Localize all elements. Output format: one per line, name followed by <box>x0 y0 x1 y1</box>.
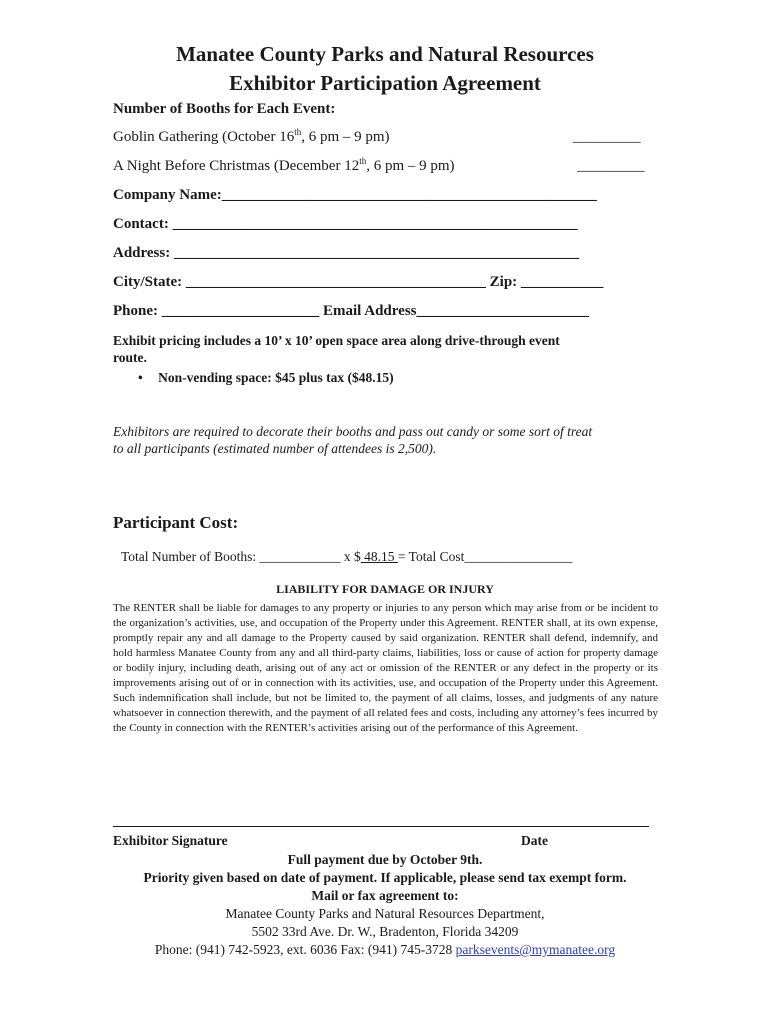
department-address: 5502 33rd Ave. Dr. W., Bradenton, Florida 34209 <box>251 924 519 939</box>
email-link[interactable]: parksevents@mymanatee.org <box>455 942 616 957</box>
event1-pre: Goblin Gathering (October 16 <box>113 129 295 145</box>
department-name: Manatee County Parks and Natural Resources Department, <box>225 906 545 921</box>
bullet-icon: • <box>138 370 143 385</box>
company-name-field[interactable]: Company Name:__________________________________________________ <box>113 187 597 203</box>
participant-cost-heading: Participant Cost: <box>113 513 239 532</box>
phone-email-field[interactable]: Phone: _____________________ Email Address_______________________ <box>113 303 589 319</box>
city-state-zip-field[interactable]: City/State: ________________________________________ Zip: ___________ <box>113 274 604 290</box>
event-goblin-gathering <box>113 129 390 146</box>
pricing-line-2: route. <box>113 350 147 365</box>
event2-booth-count-field[interactable]: _________ <box>577 158 645 174</box>
mail-fax-text: Mail or fax agreement to: <box>311 888 459 903</box>
cost-suffix: = Total Cost________________ <box>397 549 573 564</box>
event2-sup: th <box>359 156 367 166</box>
form-title: Exhibitor Participation Agreement <box>229 71 541 95</box>
event1-sup: th <box>294 127 302 137</box>
priority-text: Priority given based on date of payment. If applicable, please send tax exempt form. <box>143 870 627 885</box>
requirement-line-2: to all participants (estimated number of attendees is 2,500). <box>113 441 437 456</box>
date-label: Date <box>521 833 548 848</box>
contact-field[interactable]: Contact: ______________________________________________________ <box>113 216 578 232</box>
event1-booth-count-field[interactable]: _________ <box>573 129 641 145</box>
payment-due-text: Full payment due by October 9th. <box>287 852 483 867</box>
event2-pre: A Night Before Christmas (December 12 <box>113 158 360 174</box>
requirement-line-1: Exhibitors are required to decorate their booths and pass out candy or some sort of treat <box>113 424 593 439</box>
booths-heading: Number of Booths for Each Event: <box>113 101 336 117</box>
phone-fax-text: Phone: (941) 742-5923, ext. 6036 Fax: (941) 745-3728 <box>154 942 456 957</box>
total-cost-line[interactable] <box>121 549 572 565</box>
org-title: Manatee County Parks and Natural Resources <box>176 42 594 66</box>
signature-label: Exhibitor Signature <box>113 833 228 848</box>
event1-post: , 6 pm – 9 pm) <box>301 129 390 145</box>
liability-body: The RENTER shall be liable for damages to any property or injuries to any person which may arise from or be incident to the organization’s activities, use, and occupation of the Property under this Agreement. RENTER shall, at its own expense, promptly repair any and all damage to the Property caused by said organization. RENTER shall defend, indemnify, and hold harmless Manatee County from any and all third-party claims, liabilities, loss or cause of action for property damage or bodily injury, including death, arising out of any act or omission of the RENTER or any defect in the property or its improvements arising out of or in connection with its activities, use, and occupation of the Property under this Agreement. Such indemnification shall include, but not be limited to, the payment of all claims, losses, and judgments of any nature whatsoever in connection therewith, and the payment of all related fees and costs, including any attorney’s fees incurred by the County in connection with the RENTER’s activities arising out of the performance of this Agreement. <box>113 602 658 734</box>
pricing-line-1: Exhibit pricing includes a 10’ x 10’ open space area along drive-through event <box>113 333 560 348</box>
event2-post: , 6 pm – 9 pm) <box>366 158 455 174</box>
pricing-bullet <box>138 370 394 386</box>
address-field[interactable]: Address: ______________________________________________________ <box>113 245 579 261</box>
cost-prefix: Total Number of Booths: ____________ x $ <box>121 549 361 564</box>
contact-line <box>0 942 770 958</box>
pricing-bullet-text: Non-vending space: $45 plus tax ($48.15) <box>158 370 394 385</box>
cost-price: 48.15 <box>360 549 398 564</box>
signature-line[interactable] <box>113 826 649 827</box>
liability-heading: LIABILITY FOR DAMAGE OR INJURY <box>276 582 494 596</box>
event-night-before-christmas <box>113 158 455 175</box>
